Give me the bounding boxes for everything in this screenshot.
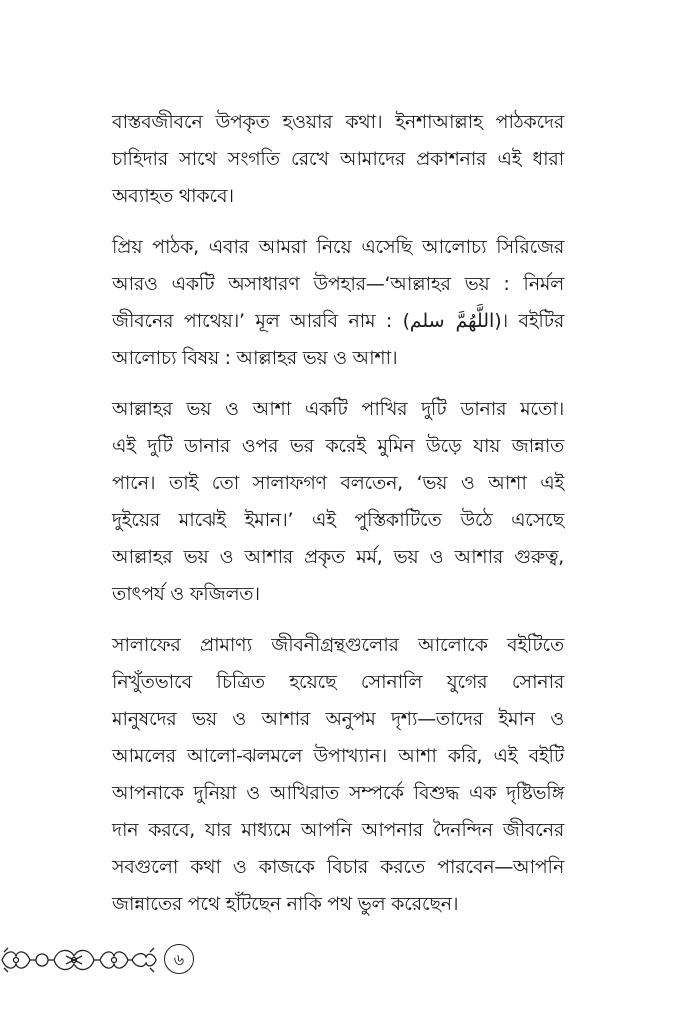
text-line: বাস্তবজীবনে উপকৃত হওয়ার কথা। ইনশাআল্লাহ পাঠকদের bbox=[112, 111, 564, 133]
paragraph-1 bbox=[112, 104, 564, 215]
text-line: সবগুলো কথা ও কাজকে বিচার করতে পারবেন—আপনি bbox=[112, 856, 564, 878]
text-line: দান করবে, যার মাধ্যমে আপনি আপনার দৈনন্দিন জীবনের bbox=[112, 819, 564, 841]
paragraph-4 bbox=[112, 627, 564, 923]
text-line: প্রিয় পাঠক, এবার আমরা নিয়ে এসেছি আলোচ্য সিরিজের bbox=[112, 236, 564, 258]
text-line: পানে। তাই তো সালাফগণ বলতেন, ‘ভয় ও আশা এই bbox=[112, 472, 564, 494]
text-line: এই দুটি ডানার ওপর ভর করেই মুমিন উড়ে যায় জান্নাত bbox=[112, 435, 564, 457]
text-line: আল্লাহর ভয় ও আশার প্রকৃত মর্ম, ভয় ও আশার গুরুত্ব, bbox=[112, 546, 564, 568]
text-line: চাহিদার সাথে সংগতি রেখে আমাদের প্রকাশনার এই ধারা bbox=[112, 148, 564, 170]
text-line: আল্লাহর ভয় ও আশা একটি পাখির দুটি ডানার মতো। bbox=[112, 398, 564, 420]
text-line: জীবনের পাথেয়।’ মূল আরবি নাম : (اللَّهُمَّ سلم)। বইটির bbox=[112, 310, 564, 332]
text-line: জান্নাতের পথে হাঁটছেন নাকি পথ ভুল করেছেন। bbox=[112, 893, 459, 915]
text-line: আমলের আলো-ঝলমলে উপাখ্যান। আশা করি, এই বইটি bbox=[112, 745, 564, 767]
text-line: অব্যাহত থাকবে। bbox=[112, 185, 234, 207]
text-line: আপনাকে দুনিয়া ও আখিরাত সম্পর্কে বিশুদ্ধ এক দৃষ্টিভঙ্গি bbox=[112, 782, 564, 804]
paragraph-2 bbox=[112, 229, 564, 377]
paragraph-3 bbox=[112, 391, 564, 613]
text-line: আরও একটি অসাধারণ উপহার—‘আল্লাহর ভয় : নির্মল bbox=[112, 273, 564, 295]
text-line: দুইয়ের মাঝেই ইমান।’ এই পুস্তিকাটিতে উঠে এসেছে bbox=[112, 509, 564, 531]
text-line: তাৎপর্য ও ফজিলত। bbox=[112, 583, 260, 605]
floral-ornament-icon bbox=[0, 944, 160, 976]
page-body bbox=[112, 104, 564, 937]
text-line: মানুষদের ভয় ও আশার অনুপম দৃশ্য—তাদের ইমান ও bbox=[112, 708, 564, 730]
text-line: আলোচ্য বিষয় : আল্লাহর ভয় ও আশা। bbox=[112, 347, 398, 369]
page-footer bbox=[0, 940, 200, 980]
page-number: ৬ bbox=[164, 944, 194, 974]
text-line: নিখুঁতভাবে চিত্রিত হয়েছে সোনালি যুগের সোনার bbox=[112, 671, 564, 693]
text-line: সালাফের প্রামাণ্য জীবনীগ্রন্থগুলোর আলোকে বইটিতে bbox=[112, 634, 564, 656]
